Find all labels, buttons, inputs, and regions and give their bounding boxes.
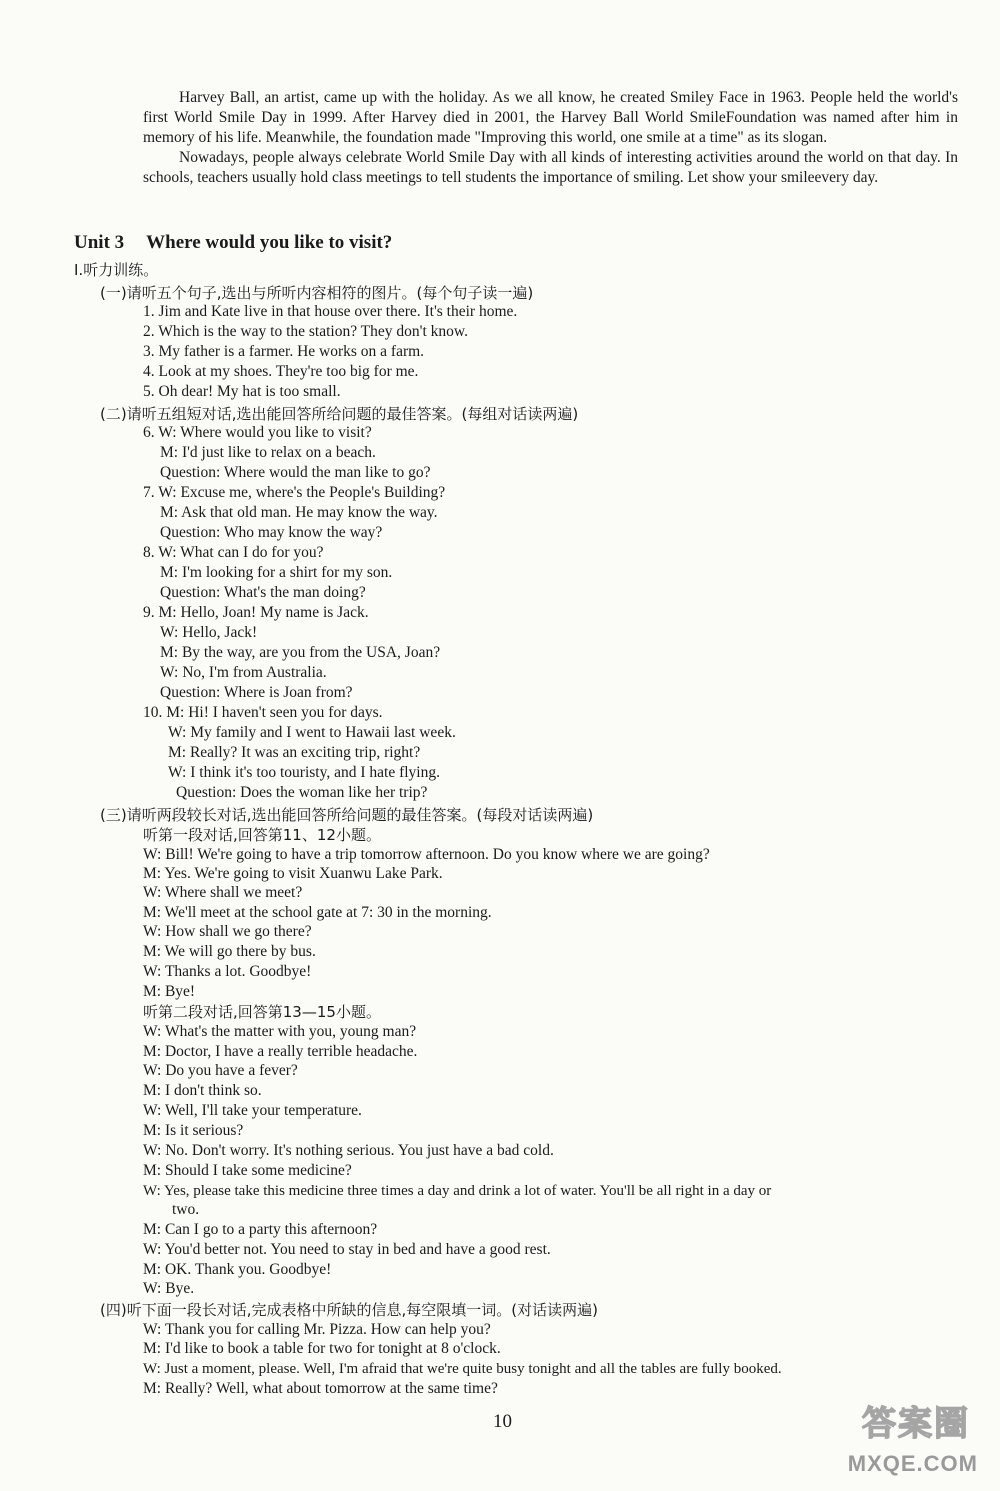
intro-paragraph-1: Harvey Ball, an artist, came up with the holiday. As we all know, he created Smiley Face in 1963. People held the world's first World Smile Day in 1999. After Harvey died in 2001, the Harvey Ball World SmileFoundation was named after him in memory of his life. Meanwhile, the foundation made "Improving this world, one smile at a time" as its slogan. bbox=[143, 89, 958, 146]
dialogue-line: W: Bill! We're going to have a trip tomorrow afternoon. Do you know where we are going? bbox=[143, 846, 710, 863]
dialogue-line: 8. W: What can I do for you? bbox=[143, 544, 324, 561]
dialogue-line: W: Yes, please take this medicine three times a day and drink a lot of water. You'll be all right in a day or bbox=[143, 1183, 772, 1199]
dialogue-line: W: Where shall we meet? bbox=[143, 884, 303, 901]
dialogue-line: W: Thanks a lot. Goodbye! bbox=[143, 963, 312, 980]
watermark-logo: 答案圈 bbox=[862, 1404, 970, 1444]
dialogue-line: 6. W: Where would you like to visit? bbox=[143, 424, 372, 441]
section-heading-listening: Ⅰ.听力训练。 bbox=[74, 261, 159, 279]
part-1-instruction: (一)请听五个句子,选出与所听内容相符的图片。(每个句子读一遍) bbox=[100, 284, 534, 302]
question-line: 3. My father is a farmer. He works on a farm. bbox=[143, 343, 425, 360]
dialogue-line: M: Yes. We're going to visit Xuanwu Lake Park. bbox=[143, 865, 443, 882]
dialogue-line: M: Doctor, I have a really terrible headache. bbox=[143, 1043, 418, 1060]
dialogue-line: M: Can I go to a party this afternoon? bbox=[143, 1221, 378, 1238]
dialogue-line: 10. M: Hi! I haven't seen you for days. bbox=[143, 704, 383, 721]
watermark-site: MXQE.COM bbox=[847, 1451, 978, 1476]
dialogue-line: W: I think it's too touristy, and I hate flying. bbox=[168, 764, 440, 781]
dialogue-line: W: My family and I went to Hawaii last week. bbox=[168, 724, 456, 741]
unit-number: Unit 3 bbox=[74, 232, 125, 253]
dialogue-line: M: Ask that old man. He may know the way. bbox=[160, 504, 438, 521]
dialogue-line: W: How shall we go there? bbox=[143, 923, 312, 940]
site-watermark bbox=[840, 1393, 990, 1485]
dialogue-line: M: We'll meet at the school gate at 7: 30 in the morning. bbox=[143, 904, 492, 921]
part-4-instruction: (四)听下面一段长对话,完成表格中所缺的信息,每空限填一词。(对话读两遍) bbox=[100, 1301, 598, 1319]
dialogue-2-instruction: 听第二段对话,回答第13—15小题。 bbox=[143, 1003, 381, 1021]
dialogue-line: M: OK. Thank you. Goodbye! bbox=[143, 1261, 332, 1278]
question-line: Question: Where would the man like to go? bbox=[160, 464, 431, 481]
dialogue-line: W: Do you have a fever? bbox=[143, 1062, 298, 1079]
dialogue-line: M: Bye! bbox=[143, 983, 196, 1000]
dialogue-line: M: I'm looking for a shirt for my son. bbox=[160, 564, 393, 581]
unit-title: Where would you like to visit? bbox=[146, 232, 393, 253]
dialogue-line: M: I'd like to book a table for two for tonight at 8 o'clock. bbox=[143, 1340, 501, 1357]
dialogue-1-instruction: 听第一段对话,回答第11、12小题。 bbox=[143, 826, 381, 844]
question-line: 4. Look at my shoes. They're too big for me. bbox=[143, 363, 419, 380]
question-line: 1. Jim and Kate live in that house over there. It's their home. bbox=[143, 303, 518, 320]
question-line: Question: Does the woman like her trip? bbox=[176, 784, 428, 801]
page-number: 10 bbox=[493, 1411, 512, 1432]
dialogue-line: W: You'd better not. You need to stay in bed and have a good rest. bbox=[143, 1241, 551, 1258]
dialogue-line: W: Hello, Jack! bbox=[160, 624, 258, 641]
part-2-instruction: (二)请听五组短对话,选出能回答所给问题的最佳答案。(每组对话读两遍) bbox=[100, 405, 579, 423]
dialogue-line: M: Really? Well, what about tomorrow at the same time? bbox=[143, 1380, 498, 1397]
dialogue-line: W: No. Don't worry. It's nothing serious. You just have a bad cold. bbox=[143, 1142, 554, 1159]
dialogue-line: M: By the way, are you from the USA, Joan? bbox=[160, 644, 441, 661]
question-line: Question: Where is Joan from? bbox=[160, 684, 353, 701]
dialogue-line: M: I don't think so. bbox=[143, 1082, 262, 1099]
dialogue-line: M: I'd just like to relax on a beach. bbox=[160, 444, 376, 461]
question-line: Question: Who may know the way? bbox=[160, 524, 383, 541]
unit-heading bbox=[74, 232, 392, 254]
dialogue-line: W: Bye. bbox=[143, 1280, 195, 1297]
dialogue-line: M: We will go there by bus. bbox=[143, 943, 316, 960]
dialogue-line: M: Should I take some medicine? bbox=[143, 1162, 352, 1179]
dialogue-line-continued: two. bbox=[172, 1201, 200, 1218]
question-line: 2. Which is the way to the station? They don't know. bbox=[143, 323, 468, 340]
dialogue-line: W: Well, I'll take your temperature. bbox=[143, 1102, 362, 1119]
intro-passage bbox=[143, 88, 958, 188]
dialogue-line: W: What's the matter with you, young man? bbox=[143, 1023, 417, 1040]
dialogue-line: W: No, I'm from Australia. bbox=[160, 664, 327, 681]
question-line: Question: What's the man doing? bbox=[160, 584, 366, 601]
dialogue-line: W: Thank you for calling Mr. Pizza. How can help you? bbox=[143, 1321, 491, 1338]
dialogue-line: 9. M: Hello, Joan! My name is Jack. bbox=[143, 604, 369, 621]
dialogue-line: 7. W: Excuse me, where's the People's Building? bbox=[143, 484, 446, 501]
question-line: 5. Oh dear! My hat is too small. bbox=[143, 383, 341, 400]
dialogue-line: M: Is it serious? bbox=[143, 1122, 244, 1139]
part-3-instruction: (三)请听两段较长对话,选出能回答所给问题的最佳答案。(每段对话读两遍) bbox=[100, 806, 594, 824]
dialogue-line: W: Just a moment, please. Well, I'm afraid that we're quite busy tonight and all the tables are fully booked. bbox=[143, 1361, 782, 1377]
dialogue-line: M: Really? It was an exciting trip, right? bbox=[168, 744, 421, 761]
intro-paragraph-2: Nowadays, people always celebrate World Smile Day with all kinds of interesting activities around the world on that day. In schools, teachers usually hold class meetings to tell students the importance of smiling. Let show your smileevery day. bbox=[143, 149, 958, 186]
